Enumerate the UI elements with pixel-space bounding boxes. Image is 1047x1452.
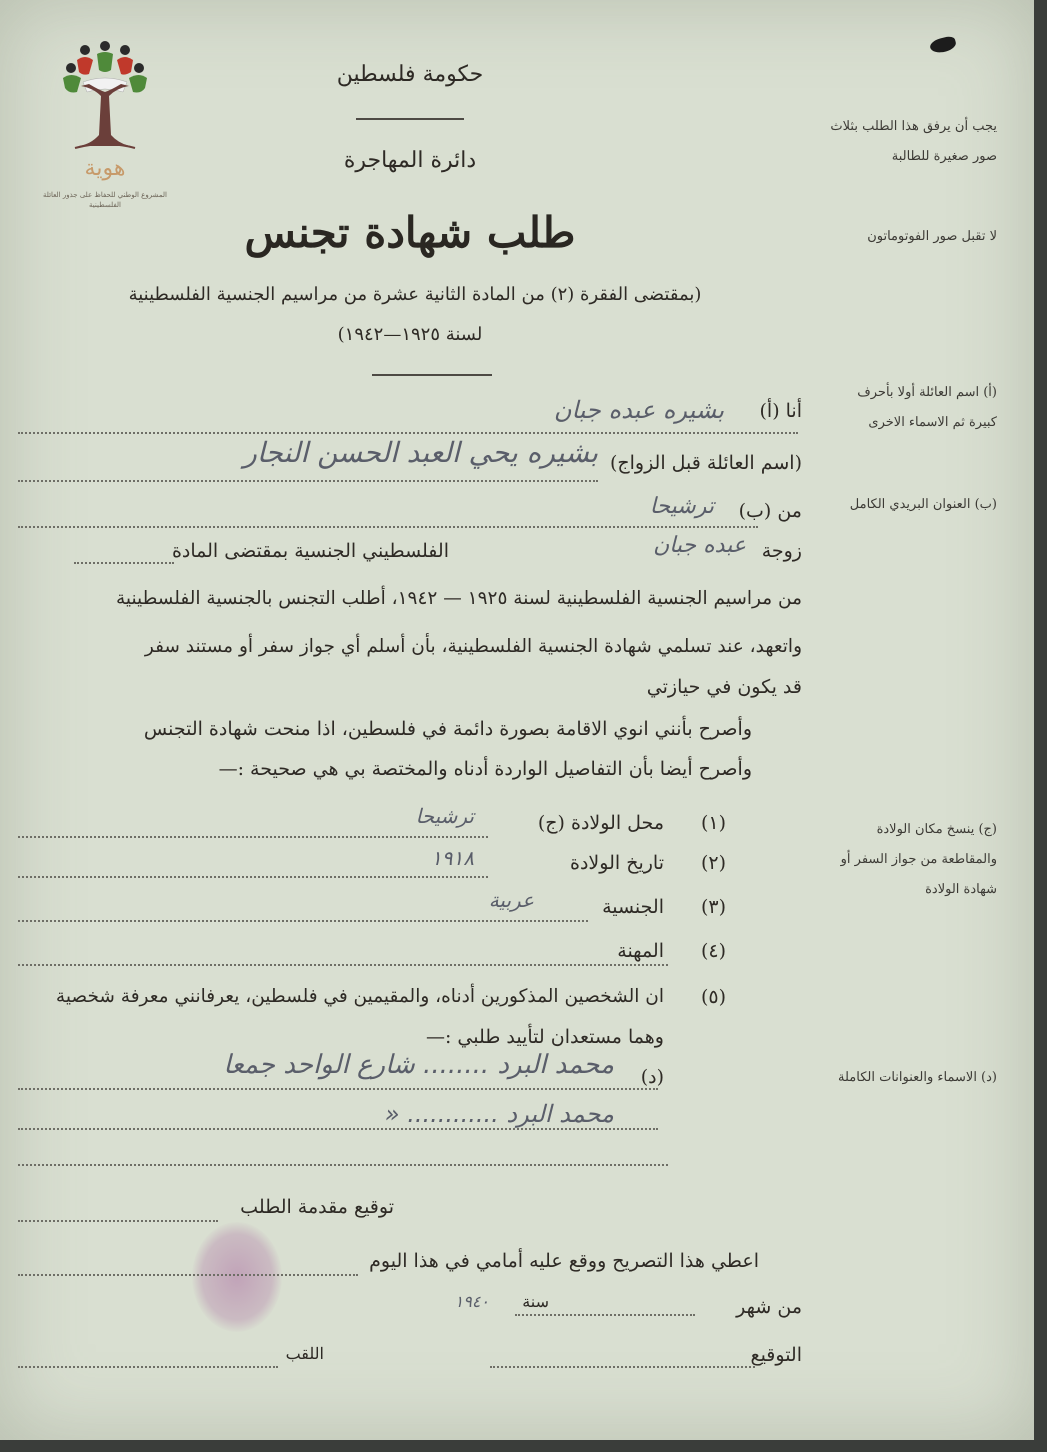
paragraph-1-line-3: قد يكون في حيازتي [646,676,802,698]
witness-2: محمد البرد ............ « [384,1100,614,1128]
title-line [18,1366,278,1368]
note-d: (د) الاسماء والعنوانات الكاملة [838,1070,997,1085]
item-4-label: المهنة [617,940,664,962]
maiden-name-value: بشيره يحي العبد الحسن النجار [243,436,598,469]
husband-label: زوجة [761,540,802,562]
official-stamp [192,1222,282,1332]
item-5-line-2: وهما مستعدان لتأييد طلبي :— [425,1026,664,1048]
form-subtitle-line2: لسنة ١٩٢٥—١٩٤٢) [337,324,483,345]
signature-label: التوقيع [750,1344,802,1366]
logo-name: هوية [84,156,126,181]
note-a: (أ) اسم العائلة أولا بأحرف كبيرة ثم الاسماء الاخرى [857,385,997,430]
witness-1-line [18,1088,658,1090]
department-heading: دائرة المهاجرة [343,148,477,173]
form-title: طلب شهادة تجنس [244,208,576,257]
applicant-signature-line [18,1220,218,1222]
ink-mark [929,35,958,55]
address-value: ترشيحا [649,494,714,519]
logo [43,40,167,220]
name-value: بشيره عبده جبان [553,396,724,424]
logo-caption: المشروع الوطني للحفاظ على جذور العائلة الفلسطينية [43,191,167,209]
husband-value: عبده جبان [653,533,746,558]
item-1-num: (١) [700,812,726,834]
declaration-text: اعطي هذا التصريح ووقع عليه أمامي في هذا اليوم [369,1250,759,1272]
note-photomaton: لا تقبل صور الفوتوماتون [867,229,997,244]
paragraph-1-line-1: من مراسيم الجنسية الفلسطينية لسنة ١٩٢٥ — ١٩٤٢، أطلب التجنس بالجنسية الفلسطينية [115,588,802,609]
item-4-line [18,964,668,966]
applicant-signature-label: توقيع مقدمة الطلب [240,1196,394,1218]
note-photos: يجب أن يرفق هذا الطلب بثلاث صور صغيرة للطالبة [830,119,997,164]
item-2-num: (٢) [700,852,726,874]
note-b: (ب) العنوان البريدي الكامل [849,497,997,512]
maiden-name-line [18,480,598,482]
item-2-label: تاريخ الولادة [570,852,664,874]
item-4-num: (٤) [700,940,726,962]
item-5-num: (٥) [700,986,726,1008]
item-1-label: محل الولادة (ج) [537,812,664,834]
husband-suffix: الفلسطيني الجنسية بمقتضى المادة [171,540,449,562]
witness-1: محمد البرد ........ شارع الواحد جمعا [223,1050,614,1080]
year-label: سنة [522,1292,549,1311]
note-c: (ج) ينسخ مكان الولادة والمقاطعة من جواز السفر أو شهادة الولادة [840,822,997,897]
government-heading: حكومة فلسطين [336,62,484,87]
witness-label: (د) [640,1066,664,1088]
paragraph-1-line-2: واتعهد، عند تسلمي شهادة الجنسية الفلسطينية، بأن أسلم أي جواز سفر أو مستند سفر [144,636,802,657]
year-value: ١٩٤٠ [454,1292,489,1311]
signature-line [490,1366,755,1368]
name-label: أنا (أ) [759,400,802,422]
month-label: من شهر [736,1296,802,1318]
item-1-value: ترشيحا [415,804,474,828]
name-line [18,432,798,434]
declaration-line [18,1274,358,1276]
header-rule [356,118,464,120]
address-line [18,526,758,528]
maiden-name-label: (اسم العائلة قبل الزواج) [609,452,802,474]
paragraph-2-line-1: وأصرح بأنني انوي الاقامة بصورة دائمة في فلسطين، اذا منحت شهادة التجنس [143,718,752,740]
article-line [74,562,174,564]
item-3-value: عربية [488,888,534,912]
item-1-line [18,836,488,838]
item-3-label: الجنسية [602,896,664,918]
subtitle-rule [372,374,492,376]
item-3-num: (٣) [700,896,726,918]
item-3-line [18,920,588,922]
item-2-value: ١٩١٨ [431,846,474,870]
address-label: من (ب) [738,500,802,522]
logo-tree-icon [55,40,155,160]
witness-3-line [18,1164,668,1166]
item-5-line-1: ان الشخصين المذكورين أدناه، والمقيمين في فلسطين، يعرفانني معرفة شخصية [55,986,664,1007]
month-line [515,1314,695,1316]
form-subtitle-line1: (بمقتضى الفقرة (٢) من المادة الثانية عشرة من مراسيم الجنسية الفلسطينية [128,284,702,305]
paragraph-2-line-2: وأصرح أيضا بأن التفاصيل الواردة أدناه والمختصة بي هي صحيحة :— [218,758,752,780]
witness-2-line [18,1128,658,1130]
item-2-line [18,876,488,878]
title-label: اللقب [285,1344,324,1363]
